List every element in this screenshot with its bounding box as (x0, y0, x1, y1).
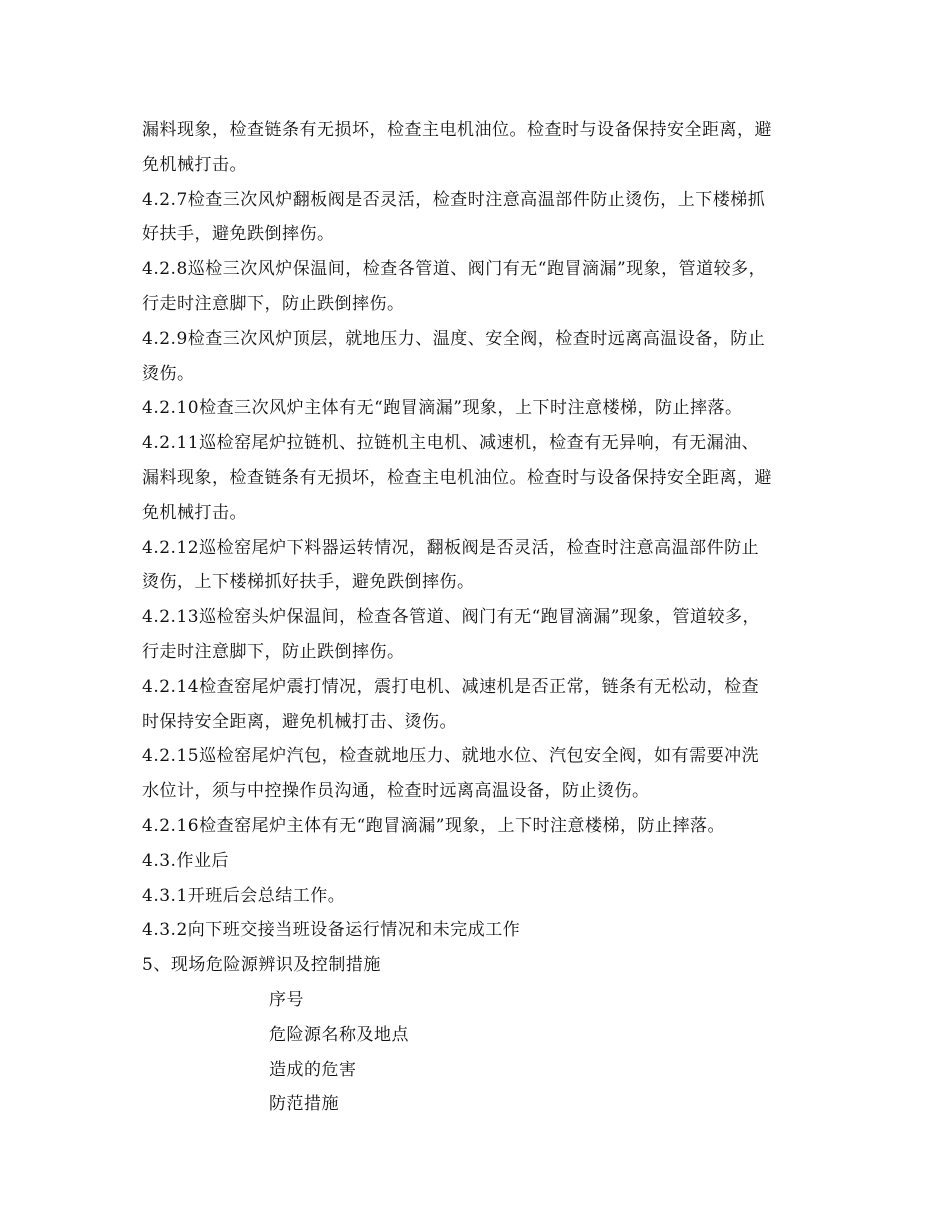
text-line: 免机械打击。 (142, 154, 247, 175)
table-header-preventive-measures: 防范措施 (269, 1094, 339, 1115)
text-line: 漏料现象，检查链条有无损坏，检查主电机油位。检查时与设备保持安全距离，避 (142, 120, 772, 140)
table-header-serial-number: 序号 (269, 989, 304, 1010)
text-line: 水位计，须与中控操作员沟通，检查时远离高温设备，防止烫伤。 (142, 781, 650, 802)
text-line: 4.3.2向下班交接当班设备运行情况和未完成工作 (142, 920, 521, 941)
section-heading: 5、现场危险源辨识及控制措施 (142, 955, 381, 976)
text-line: 4.2.12巡检窑尾炉下料器运转情况，翻板阀是否灵活，检查时注意高温部件防止 (142, 537, 760, 558)
text-line: 行走时注意脚下，防止跌倒摔伤。 (142, 641, 405, 662)
text-line: 4.2.15巡检窑尾炉汽包，检查就地压力、就地水位、汽包安全阀，如有需要冲洗 (142, 746, 760, 767)
text-line: 4.2.13巡检窑头炉保温间，检查各管道、阀门有无“跑冒滴漏”现象，管道较多， (142, 607, 760, 628)
text-line: 烫伤，上下楼梯抓好扶手，避免跌倒摔伤。 (142, 572, 475, 593)
text-line: 4.2.14检查窑尾炉震打情况，震打电机、减速机是否正常，链条有无松动，检查 (142, 676, 760, 697)
table-header-hazard-name-location: 危险源名称及地点 (269, 1024, 409, 1045)
hazard-table-headers (269, 983, 822, 1122)
text-line: 4.2.11巡检窑尾炉拉链机、拉链机主电机、减速机，检查有无异响，有无漏油、 (142, 433, 760, 454)
table-header-harm-caused: 造成的危害 (269, 1059, 357, 1080)
text-line: 4.2.7检查三次风炉翻板阀是否灵活，检查时注意高温部件防止烫伤，上下楼梯抓 (142, 189, 766, 210)
text-line: 4.2.16检查窑尾炉主体有无“跑冒滴漏”现象，上下时注意楼梯，防止摔落。 (142, 815, 725, 836)
text-line: 漏料现象，检查链条有无损坏，检查主电机油位。检查时与设备保持安全距离，避 (142, 467, 772, 488)
text-line: 4.3.1开班后会总结工作。 (142, 885, 346, 906)
text-line: 行走时注意脚下，防止跌倒摔伤。 (142, 293, 405, 314)
text-line: 烫伤。 (142, 363, 195, 384)
text-line: 好扶手，避免跌倒摔伤。 (142, 224, 335, 245)
text-line: 时保持安全距离，避免机械打击、烫伤。 (142, 711, 457, 732)
text-line: 4.2.9检查三次风炉顶层，就地压力、温度、安全阀，检查时远离高温设备，防止 (142, 328, 766, 349)
section-heading: 4.3.作业后 (142, 850, 229, 871)
text-line: 4.2.8巡检三次风炉保温间，检查各管道、阀门有无“跑冒滴漏”现象，管道较多， (142, 259, 767, 280)
document-body (142, 113, 822, 1122)
text-line: 4.2.10检查三次风炉主体有无“跑冒滴漏”现象，上下时注意楼梯，防止摔落。 (142, 398, 743, 419)
text-line: 免机械打击。 (142, 502, 247, 523)
